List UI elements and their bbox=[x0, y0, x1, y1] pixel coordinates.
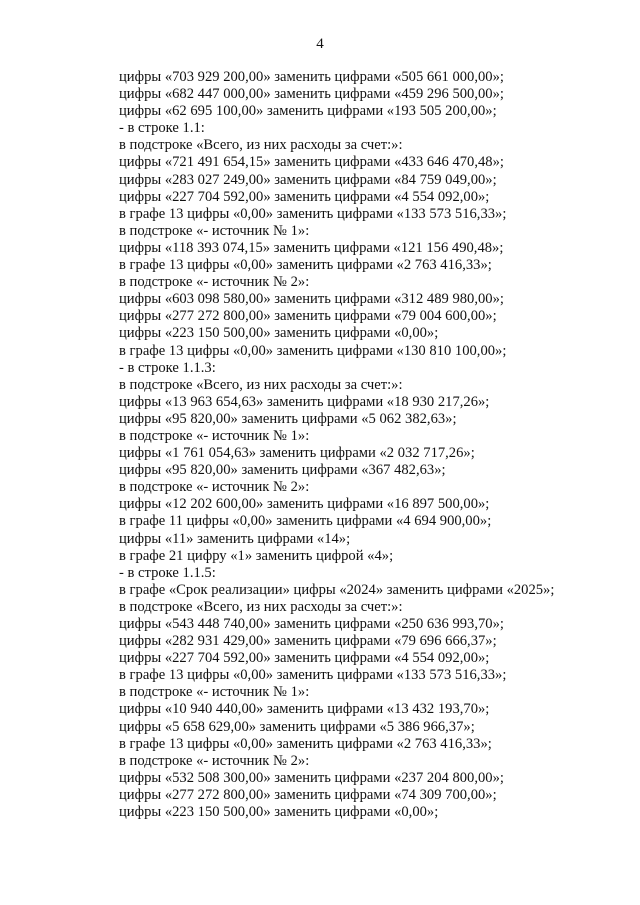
text-line: цифры «603 098 580,00» заменить цифрами «312 489 980,00»; bbox=[119, 291, 504, 308]
text-line: - в строке 1.1: bbox=[119, 120, 205, 137]
text-line: в графе «Срок реализации» цифры «2024» заменить цифрами «2025»; bbox=[119, 581, 555, 598]
text-line: в графе 11 цифры «0,00» заменить цифрами «4 694 900,00»; bbox=[119, 513, 492, 530]
text-line: в подстроке «- источник № 2»: bbox=[119, 752, 310, 769]
text-line: цифры «223 150 500,00» заменить цифрами «0,00»; bbox=[119, 804, 439, 821]
text-line: цифры «703 929 200,00» заменить цифрами «505 661 000,00»; bbox=[119, 69, 504, 85]
text-line: в графе 13 цифры «0,00» заменить цифрами «130 810 100,00»; bbox=[119, 342, 507, 359]
text-line: цифры «682 447 000,00» заменить цифрами «459 296 500,00»; bbox=[119, 86, 504, 103]
text-line: - в строке 1.1.5: bbox=[119, 564, 216, 581]
text-line: цифры «721 491 654,15» заменить цифрами «433 646 470,48»; bbox=[119, 154, 504, 171]
text-line: цифры «13 963 654,63» заменить цифрами «18 930 217,26»; bbox=[119, 393, 490, 410]
text-line: цифры «532 508 300,00» заменить цифрами «237 204 800,00»; bbox=[119, 769, 504, 786]
text-line: цифры «12 202 600,00» заменить цифрами «16 897 500,00»; bbox=[119, 496, 490, 513]
text-line: цифры «283 027 249,00» заменить цифрами «84 759 049,00»; bbox=[119, 171, 497, 188]
text-line: в подстроке «- источник № 1»: bbox=[119, 684, 310, 701]
text-line: в подстроке «- источник № 1»: bbox=[119, 222, 310, 239]
text-line: в графе 21 цифру «1» заменить цифрой «4»; bbox=[119, 547, 394, 564]
text-line: в подстроке «Всего, из них расходы за счет:»: bbox=[119, 376, 403, 393]
text-line: цифры «223 150 500,00» заменить цифрами «0,00»; bbox=[119, 325, 439, 342]
text-line: в подстроке «Всего, из них расходы за счет:»: bbox=[119, 137, 403, 154]
text-line: цифры «282 931 429,00» заменить цифрами «79 696 666,37»; bbox=[119, 633, 497, 650]
text-line: - в строке 1.1.3: bbox=[119, 359, 216, 376]
text-line: в подстроке «Всего, из них расходы за счет:»: bbox=[119, 598, 403, 615]
text-line: цифры «5 658 629,00» заменить цифрами «5 386 966,37»; bbox=[119, 718, 475, 735]
text-line: цифры «227 704 592,00» заменить цифрами «4 554 092,00»; bbox=[119, 188, 490, 205]
text-line: цифры «277 272 800,00» заменить цифрами «79 004 600,00»; bbox=[119, 308, 497, 325]
text-line: в подстроке «- источник № 2»: bbox=[119, 479, 310, 496]
text-line: в подстроке «- источник № 2»: bbox=[119, 274, 310, 291]
text-line: цифры «95 820,00» заменить цифрами «367 482,63»; bbox=[119, 462, 446, 479]
text-line: в графе 13 цифры «0,00» заменить цифрами «133 573 516,33»; bbox=[119, 667, 507, 684]
text-line: цифры «118 393 074,15» заменить цифрами «121 156 490,48»; bbox=[119, 239, 504, 256]
text-line: в графе 13 цифры «0,00» заменить цифрами «133 573 516,33»; bbox=[119, 205, 507, 222]
text-line: цифры «543 448 740,00» заменить цифрами «250 636 993,70»; bbox=[119, 616, 504, 632]
text-line: цифры «11» заменить цифрами «14»; bbox=[119, 530, 351, 547]
text-line: цифры «10 940 440,00» заменить цифрами «13 432 193,70»; bbox=[119, 701, 490, 718]
text-line: цифры «1 761 054,63» заменить цифрами «2 032 717,26»; bbox=[119, 445, 475, 462]
text-line: цифры «62 695 100,00» заменить цифрами «193 505 200,00»; bbox=[119, 103, 497, 120]
document-body bbox=[119, 69, 619, 821]
text-line: цифры «227 704 592,00» заменить цифрами «4 554 092,00»; bbox=[119, 650, 490, 667]
text-line: цифры «277 272 800,00» заменить цифрами «74 309 700,00»; bbox=[119, 786, 497, 803]
text-line: в графе 13 цифры «0,00» заменить цифрами «2 763 416,33»; bbox=[119, 735, 492, 752]
text-line: в графе 13 цифры «0,00» заменить цифрами «2 763 416,33»; bbox=[119, 257, 492, 274]
text-line: в подстроке «- источник № 1»: bbox=[119, 427, 310, 444]
text-line: цифры «95 820,00» заменить цифрами «5 062 382,63»; bbox=[119, 410, 457, 427]
page-number: 4 bbox=[316, 36, 324, 52]
